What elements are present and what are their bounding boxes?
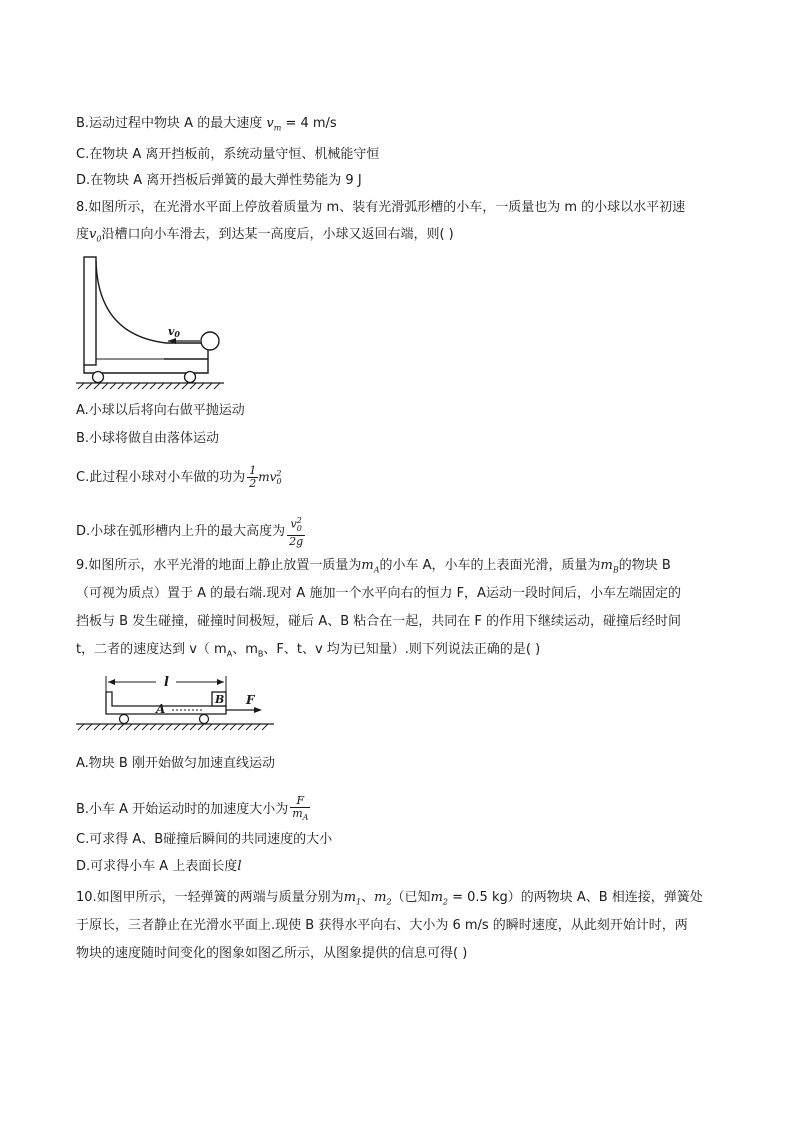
q9-option-b: B.小车 A 开始运动时的加速度大小为 $\frac{F}{m_A}$: [76, 794, 309, 823]
q8-option-c: C.此过程小球对小车做的功为 $\frac{1}{2}$ $mv^2_0$: [76, 464, 282, 490]
q9-stem-line1: 9.如图所示，水平光滑的地面上静止放置一质量为$m_A$的小车 A，小车的上表面光滑，质量为$m_B$的物块 B: [76, 558, 671, 575]
svg-text:B: B: [215, 693, 225, 706]
ball: [201, 332, 219, 350]
q8-cart-figure: [76, 255, 236, 390]
q8-option-d: D.小球在弧形槽内上升的最大高度为 $\frac{v^2_0}{2g}$: [76, 516, 304, 548]
q10-line1: 10.如图甲所示，一轻弹簧的两端与质量分别为$m_1$、$m_2$（已知$m_2 = 0.5$ kg）的两物块 A、B 相连接，弹簧处: [76, 890, 703, 907]
q9-option-a: A.物块 B 刚开始做匀加速直线运动: [76, 756, 275, 771]
q7-option-b: B.运动过程中物块 A 的最大速度 $v_m = 4$ m/s: [76, 116, 337, 133]
q7-option-c: C.在物块 A 离开挡板前，系统动量守恒、机械能守恒: [76, 147, 380, 162]
q8-option-b: B.小球将做自由落体运动: [76, 431, 220, 446]
q9-cart-figure: [76, 670, 276, 738]
q8-stem-line1: 8.如图所示，在光滑水平面上停放着质量为 m、装有光滑弧形槽的小车，一质量也为 m 的小球以水平初速: [76, 200, 686, 215]
wheel-left: [93, 372, 104, 383]
fraction-half: $\frac{1}{2}$: [249, 464, 257, 490]
fraction-f-ma: $\frac{F}{m_A}$: [292, 794, 309, 823]
q9-stem-line4: t，二者的速度达到 v（ $m_A$、$m_B$、F、t、v 均为已知量）.则下列说法正确的是( ): [76, 642, 541, 659]
wheel-right: [185, 372, 196, 383]
v0-label: v0: [168, 325, 180, 339]
fraction-v0-2g: $\frac{v^2_0}{2g}$: [289, 516, 304, 548]
q9-option-c: C.可求得 A、B碰撞后瞬间的共同速度的大小: [76, 832, 333, 847]
q9-option-d: D.可求得小车 A 上表面长度l: [76, 859, 242, 874]
label-f: F: [246, 693, 255, 707]
q7-option-d: D.在物块 A 离开挡板后弹簧的最大弹性势能为 9 J: [76, 173, 362, 188]
q9-stem-line2: （可视为质点）置于 A 的最右端.现对 A 施加一个水平向右的恒力 F，A运动一段时间后，小车左端固定的: [76, 586, 681, 601]
q10-line2: 于原长，三者静止在光滑水平面上.现使 B 获得水平向右、大小为 6 m/s 的瞬时速度，从此刻开始计时，两: [76, 918, 688, 933]
q7-vm-var: $v_m$: [266, 116, 282, 133]
q9-stem-line3: 挡板与 B 发生碰撞，碰撞时间极短，碰后 A、B 粘合在一起，共同在 F 的作用下继续运动，碰撞后经时间: [76, 614, 682, 629]
q10-line3: 物块的速度随时间变化的图象如图乙所示，从图象提供的信息可得( ): [76, 946, 468, 961]
label-l: l: [164, 675, 169, 690]
q8-option-a: A.小球以后将向右做平抛运动: [76, 403, 245, 418]
q8-stem-line2: 度$v_0$沿槽口向小车滑去，到达某一高度后，小球又返回右端，则( ): [76, 227, 454, 244]
label-a: A: [156, 702, 166, 716]
